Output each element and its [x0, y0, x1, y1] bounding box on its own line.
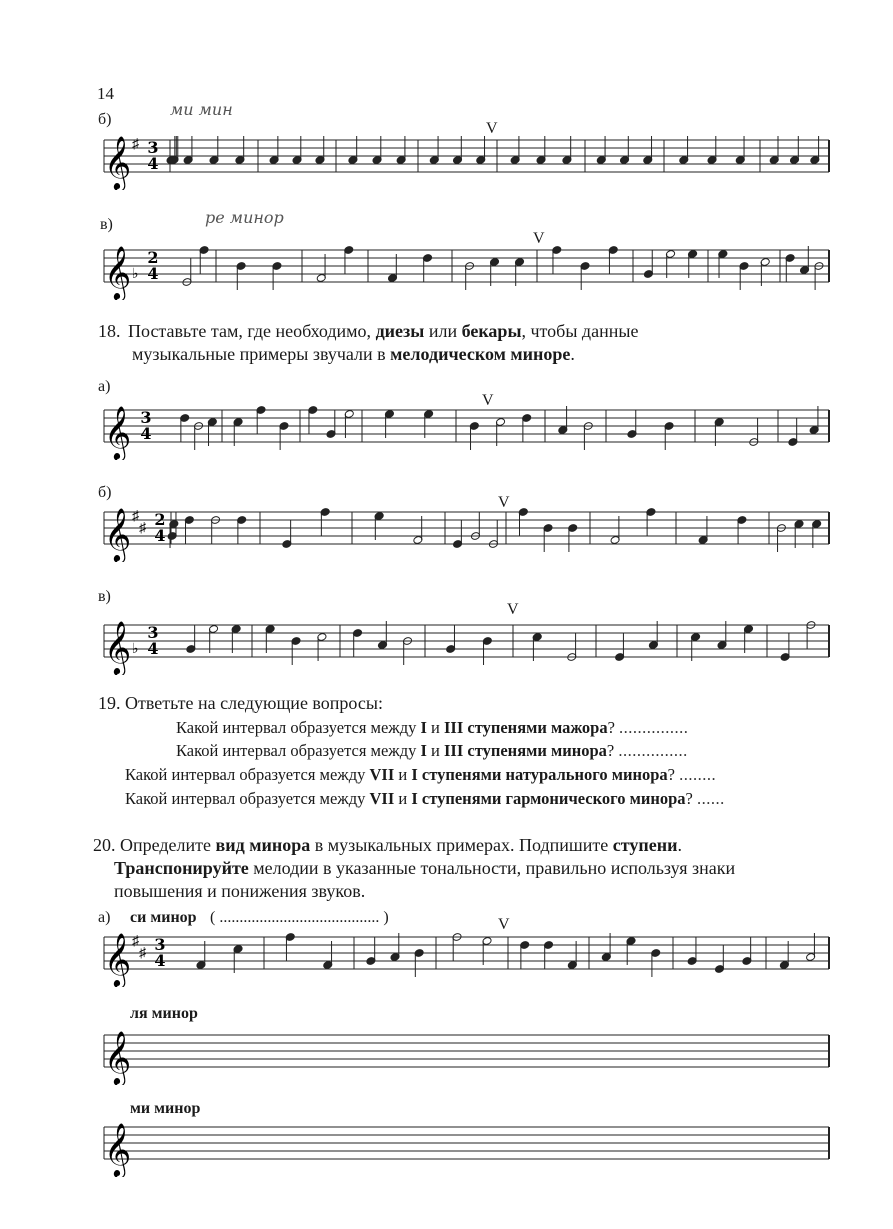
flat-icon: ♭ [132, 267, 139, 282]
music-staff [0, 390, 893, 460]
answer-blank[interactable]: ........ [679, 765, 717, 784]
time-signature-digit: 3 [154, 935, 166, 954]
example-label-a: а) [98, 909, 111, 926]
key-label: си минор [130, 909, 197, 926]
time-signature-digit: 4 [147, 154, 159, 173]
sharp-icon: ♯ [139, 946, 146, 961]
breath-mark: V [533, 230, 545, 247]
answer-blank[interactable]: ............... [618, 741, 688, 760]
target-key-label: ля минор [130, 1005, 198, 1022]
treble-clef-icon: 𝄞 [104, 1122, 132, 1176]
sharp-icon: ♯ [132, 137, 139, 152]
task-18-text: 18. Поставьте там, где необходимо, диезы или бекары, чтобы данные музыкальные примеры звучали в мелодическом миноре. [98, 321, 639, 364]
example-label-b: б) [98, 484, 112, 501]
answer-blank[interactable]: ...... [696, 789, 725, 808]
time-signature-digit: 2 [147, 248, 159, 267]
question-3: Какой интервал образуется между VII и I ступенями натурального минора? ........ [125, 765, 717, 784]
time-signature-digit: 4 [147, 639, 159, 658]
question-4: Какой интервал образуется между VII и I ступенями гармонического минора? ...... [125, 789, 725, 808]
treble-clef-icon: 𝄞 [104, 1030, 132, 1084]
time-signature-digit: 4 [147, 264, 159, 283]
question-1: Какой интервал образуется между I и III ступенями мажора? ............... [176, 718, 689, 737]
music-staff [0, 1015, 893, 1085]
treble-clef-icon: 𝄞 [104, 405, 132, 459]
breath-mark: V [507, 601, 519, 618]
time-signature-digit: 3 [147, 138, 159, 157]
music-staff [0, 1107, 893, 1177]
example-label-b: б) [98, 111, 112, 128]
music-staff [0, 492, 893, 562]
page-number: 14 [97, 84, 114, 103]
flat-icon: ♭ [132, 642, 139, 657]
music-staff [0, 230, 893, 300]
treble-clef-icon: 𝄞 [104, 507, 132, 561]
example-label-v: в) [100, 216, 113, 233]
breath-mark: V [498, 494, 510, 511]
task-number: 18. [98, 321, 121, 341]
example-label-a: а) [98, 378, 111, 395]
time-signature-digit: 3 [140, 408, 152, 427]
treble-clef-icon: 𝄞 [104, 620, 132, 674]
sharp-icon: ♯ [139, 521, 146, 536]
breath-mark: V [486, 120, 498, 137]
target-key-label: ми минор [130, 1100, 201, 1117]
key-type-blank[interactable]: ( ........................................ ) [210, 909, 389, 926]
time-signature-digit: 4 [154, 951, 166, 970]
time-signature-digit: 2 [154, 510, 166, 529]
treble-clef-icon: 𝄞 [104, 135, 132, 189]
music-staff [0, 917, 893, 987]
music-staff [0, 605, 893, 675]
music-staff [0, 120, 893, 190]
treble-clef-icon: 𝄞 [104, 245, 132, 299]
handwritten-note: ре минор [205, 208, 284, 227]
time-signature-digit: 3 [147, 623, 159, 642]
task-20-text: 20. Определите вид минора в музыкальных примерах. Подпишите ступени. Транспонируйте мелодии в указанные тональности, правильно используя знаки повышения и понижения звуков. [93, 835, 736, 901]
sharp-icon: ♯ [132, 934, 139, 949]
time-signature-digit: 4 [140, 424, 152, 443]
sharp-icon: ♯ [132, 509, 139, 524]
breath-mark: V [498, 916, 510, 933]
handwritten-note: ми мин [170, 100, 233, 119]
task-19-title: 19. Ответьте на следующие вопросы: [98, 693, 383, 713]
time-signature-digit: 4 [154, 526, 166, 545]
treble-clef-icon: 𝄞 [104, 932, 132, 986]
question-2: Какой интервал образуется между I и III ступенями минора? ............... [176, 741, 688, 760]
answer-blank[interactable]: ............... [619, 718, 689, 737]
breath-mark: V [482, 392, 494, 409]
example-label-v: в) [98, 588, 111, 605]
